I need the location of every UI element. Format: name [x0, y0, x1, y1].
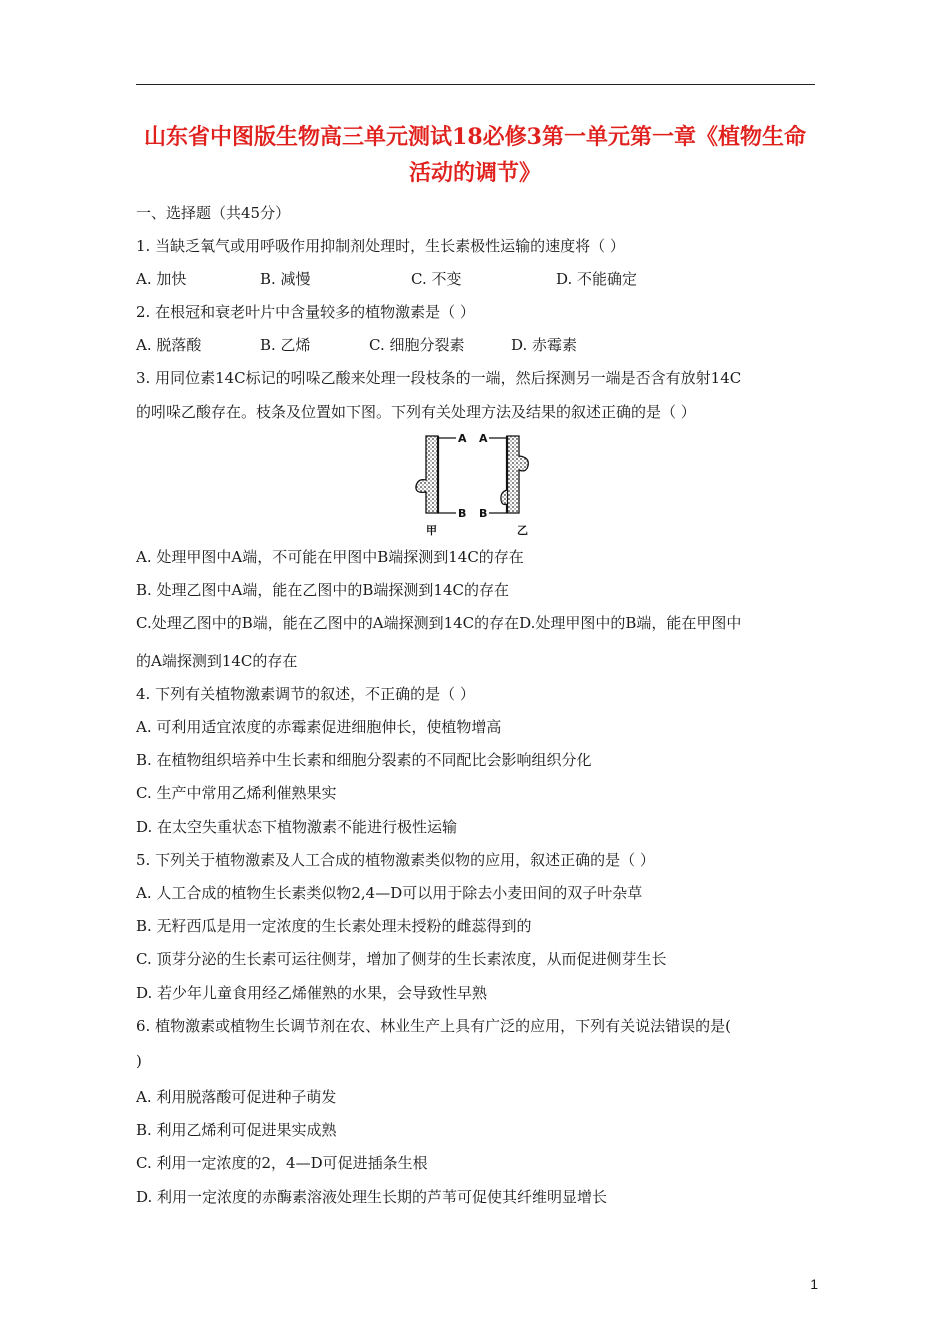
question-6-option-a: A. 利用脱落酸可促进种子萌发 — [136, 1088, 337, 1106]
question-1-options — [136, 269, 736, 289]
label-a-right: A — [479, 432, 488, 445]
label-b-left: B — [458, 507, 467, 520]
question-3-stem-line2: 的吲哚乙酸存在。枝条及位置如下图。下列有关处理方法及结果的叙述正确的是（ ） — [136, 403, 696, 421]
question-1-option-d: D. 不能确定 — [556, 270, 638, 288]
question-3-option-cd-line2: 的A端探测到14C的存在 — [136, 652, 298, 670]
question-6-option-b: B. 利用乙烯利可促进果实成熟 — [136, 1121, 337, 1139]
question-5-option-a: A. 人工合成的植物生长素类似物2,4—D可以用于除去小麦田间的双子叶杂草 — [136, 884, 643, 902]
page-number: 1 — [810, 1276, 818, 1292]
caption-right: 乙 — [517, 524, 528, 537]
right-branch-stem — [501, 436, 528, 513]
question-3-option-cd-line1: C.处理乙图中的B端，能在乙图中的A端探测到14C的存在D.处理甲图中的B端，能在甲图中 — [136, 614, 742, 632]
branch-figure — [404, 430, 554, 540]
question-3-option-a: A. 处理甲图中A端，不可能在甲图中B端探测到14C的存在 — [136, 548, 524, 566]
question-2-option-b: B. 乙烯 — [260, 336, 311, 354]
question-5-stem: 5. 下列关于植物激素及人工合成的植物激素类似物的应用，叙述正确的是（ ） — [136, 851, 655, 869]
question-2-options — [136, 335, 736, 355]
question-1-stem: 1. 当缺乏氧气或用呼吸作用抑制剂处理时，生长素极性运输的速度将（ ） — [136, 237, 625, 255]
caption-left: 甲 — [426, 524, 437, 537]
question-2-option-a: A. 脱落酸 — [136, 336, 202, 354]
section-heading: 一、选择题（共45分） — [136, 204, 291, 222]
question-5-option-d: D. 若少年儿童食用经乙烯催熟的水果，会导致性早熟 — [136, 984, 488, 1002]
question-4-option-b: B. 在植物组织培养中生长素和细胞分裂素的不同配比会影响组织分化 — [136, 751, 592, 769]
question-3-option-b: B. 处理乙图中A端，能在乙图中的B端探测到14C的存在 — [136, 581, 509, 599]
question-2-option-c: C. 细胞分裂素 — [369, 336, 465, 354]
question-1-option-c: C. 不变 — [411, 270, 462, 288]
question-5-option-b: B. 无籽西瓜是用一定浓度的生长素处理未授粉的雌蕊得到的 — [136, 917, 532, 935]
question-3-stem-line1: 3. 用同位素14C标记的吲哚乙酸来处理一段枝条的一端，然后探测另一端是否含有放射14C — [136, 369, 742, 387]
question-1-option-b: B. 减慢 — [260, 270, 311, 288]
label-b-right: B — [479, 507, 488, 520]
question-6-stem-line2: ) — [136, 1052, 142, 1070]
question-4-option-c: C. 生产中常用乙烯利催熟果实 — [136, 784, 337, 802]
question-5-option-c: C. 顶芽分泌的生长素可运往侧芽，增加了侧芽的生长素浓度，从而促进侧芽生长 — [136, 950, 667, 968]
header-rule — [136, 84, 815, 85]
question-4-stem: 4. 下列有关植物激素调节的叙述，不正确的是（ ） — [136, 685, 475, 703]
question-4-option-d: D. 在太空失重状态下植物激素不能进行极性运输 — [136, 818, 458, 836]
label-a-left: A — [458, 432, 467, 445]
question-2-stem: 2. 在根冠和衰老叶片中含量较多的植物激素是（ ） — [136, 303, 475, 321]
question-1-option-a: A. 加快 — [136, 270, 187, 288]
question-6-option-c: C. 利用一定浓度的2，4—D可促进插条生根 — [136, 1154, 428, 1172]
question-4-option-a: A. 可利用适宜浓度的赤霉素促进细胞伸长，使植物增高 — [136, 718, 502, 736]
document-title-line2: 活动的调节》 — [408, 160, 541, 186]
left-branch-stem — [416, 436, 438, 513]
document-title-line1: 山东省中图版生物高三单元测试18必修3第一单元第一章《植物生命 — [144, 124, 806, 150]
question-6-option-d: D. 利用一定浓度的赤酶素溶液处理生长期的芦苇可促使其纤维明显增长 — [136, 1188, 608, 1206]
question-6-stem-line1: 6. 植物激素或植物生长调节剂在农、林业生产上具有广泛的应用，下列有关说法错误的是( — [136, 1017, 731, 1035]
question-2-option-d: D. 赤霉素 — [511, 336, 578, 354]
